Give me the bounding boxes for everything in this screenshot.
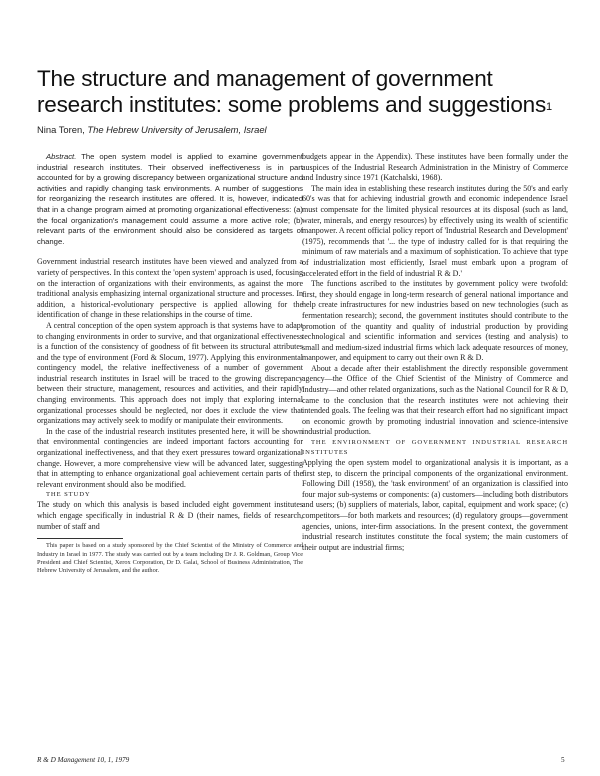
abstract: [37, 152, 303, 247]
footnote-divider: [37, 538, 123, 539]
body-paragraph: budgets appear in the Appendix). These institutes have been formally under the auspices of the Industrial Research Administration in the Ministry of Commerce and Industry since 1971 (Katchalski, 1968).: [302, 152, 568, 183]
body-paragraph: Applying the open system model to organizational analysis it is important, as a first step, to discern the principal components of the organizational environment. Following Dill (1958), the 'task environment' of an organization is classified into four major sub-systems or components: (a) customers—including both distributors and users; (b) suppliers of materials, labor, capital, equipment and work space; (c) competitors—for both markets and resources; (d) regulatory groups—government agencies, unions, inter-firm associations. In the present context, the government industrial research institutes constitute the focal system; the main customers of their output are industrial firms;: [302, 458, 568, 552]
body-paragraph: The functions ascribed to the institutes by government policy were twofold: first, they should engage in long-term research of general national importance and help create infrastructures for new industries based on new technologies (such as fermentation research); second, the government institutes should contribute to the promotion of the quantity and quality of industrial production by providing technological and scientific information and services (testing and analysis) to small and medium-sized industrial firms which lack adequate resources of money, manpower, and equipment to carry out their own R & D.: [302, 279, 568, 363]
body-paragraph: The study on which this analysis is based included eight government institutes which engage specifically in industrial R & D (their names, fields of research, number of staff and: [37, 500, 303, 531]
body-paragraph: A central conception of the open system approach is that systems have to adapt to changing environments in order to survive, and that organizational effectiveness is a function of the consistency of goodness of fit between its structural attributes and the type of environment (Ford & Slocum, 1977). Applying this environmental contingency model, the relative ineffectiveness of a number of government industrial research institutes in Israel will be traced to the growing discrepancy between their structure, management, resources and activities, and their rapidly changing environments. This approach does not imply that exploring internal organizational processes should be neglected, nor does it exclude the view that organizations may actively seek to modify or manipulate their environments.: [37, 320, 303, 426]
abstract-label: Abstract.: [46, 152, 77, 161]
left-column: [37, 152, 303, 576]
author-byline: [37, 124, 567, 135]
body-paragraph: The main idea in establishing these research institutes during the 50's and early 60's was that for achieving industrial growth and economic independence Israel must compensate for the limited physical resources at its disposal (such as land, water, minerals, and energy resources) by effectively using its wealth of scientific manpower. A recent official policy report of 'Industrial Research and Development' (1975), recommends that '... the type of industry called for is that requiring the minimum of raw materials and a maximum of sophistication. To achieve that type of industrialization most efficiently, Israel must embark upon a program of accelerated effort in the field of industrial R & D.': [302, 183, 568, 278]
journal-citation: R & D Management 10, 1, 1979: [37, 756, 130, 764]
right-column: [302, 152, 568, 553]
section-heading-study: THE STUDY: [46, 491, 91, 499]
page-number: 5: [561, 756, 565, 764]
title-footnote-mark: 1: [546, 101, 552, 113]
body-paragraph: Government industrial research institutes have been viewed and analyzed from a variety of perspectives. In this context the 'open system' approach is used, focusing on the interaction of organizations with their environments, as against the more traditional analysis emphasizing internal organizational structure and processes. In addition, a historical-evolutionary perspective is applied allowing for the identification of change in these relationships in the course of time.: [37, 257, 303, 320]
body-paragraph: About a decade after their establishment the directly responsible government agency—the Office of the Chief Scientist of the Ministry of Commerce and Industry—and other related organizations, such as the National Council for R & D, came to the conclusion that the research institutes were not achieving their intended goals. The feeling was that their research effort had no significant impact on economic growth by promoting industrial innovation and science-intensive industrial production.: [302, 363, 569, 437]
body-paragraph: In the case of the industrial research institutes presented here, it will be shown that environmental contingencies are indeed important factors accounting for organizational ineffectiveness, and that they exert pressures toward organizational change. However, a more comprehensive view will be advanced later, suggesting that in attempting to enhance organizational goal achievement certain parts of the relevant environment should also be modified.: [37, 426, 303, 489]
article-title: [37, 66, 567, 118]
author-name: Nina Toren,: [37, 124, 85, 135]
section-heading-environment: THE ENVIRONMENT OF GOVERNMENT INDUSTRIAL RESEARCH INSTITUTES: [302, 439, 568, 457]
abstract-text: The open system model is applied to examine government industrial research institutes. Their observed ineffectiveness is in part accounted for by a growing discrepancy between organizational structure and activities and rapidly changing task environments. A number of suggestions for reorganizing the research institutes are offered. It is, however, indicated that in a change program aimed at promoting organizational effectiveness: (a) the focal organization's management could assume a more active role; (b) relevant parts of the environment should also be considered as targets of change.: [37, 152, 303, 246]
author-affiliation: The Hebrew University of Jerusalem, Israel: [87, 124, 267, 135]
article-title-text: The structure and management of government research institutes: some problems and suggestions: [37, 66, 547, 117]
footnote: This paper is based on a study sponsored by the Chief Scientist of the Ministry of Commerce and Industry in Israel in 1977. The study was carried out by a team including Dr J. R. Goldman, Group Vice President and Chief Scientist, Xerox Corporation, Dr D. Galai, School of Business Administration, The Hebrew University of Jerusalem, and the author.: [37, 542, 303, 575]
